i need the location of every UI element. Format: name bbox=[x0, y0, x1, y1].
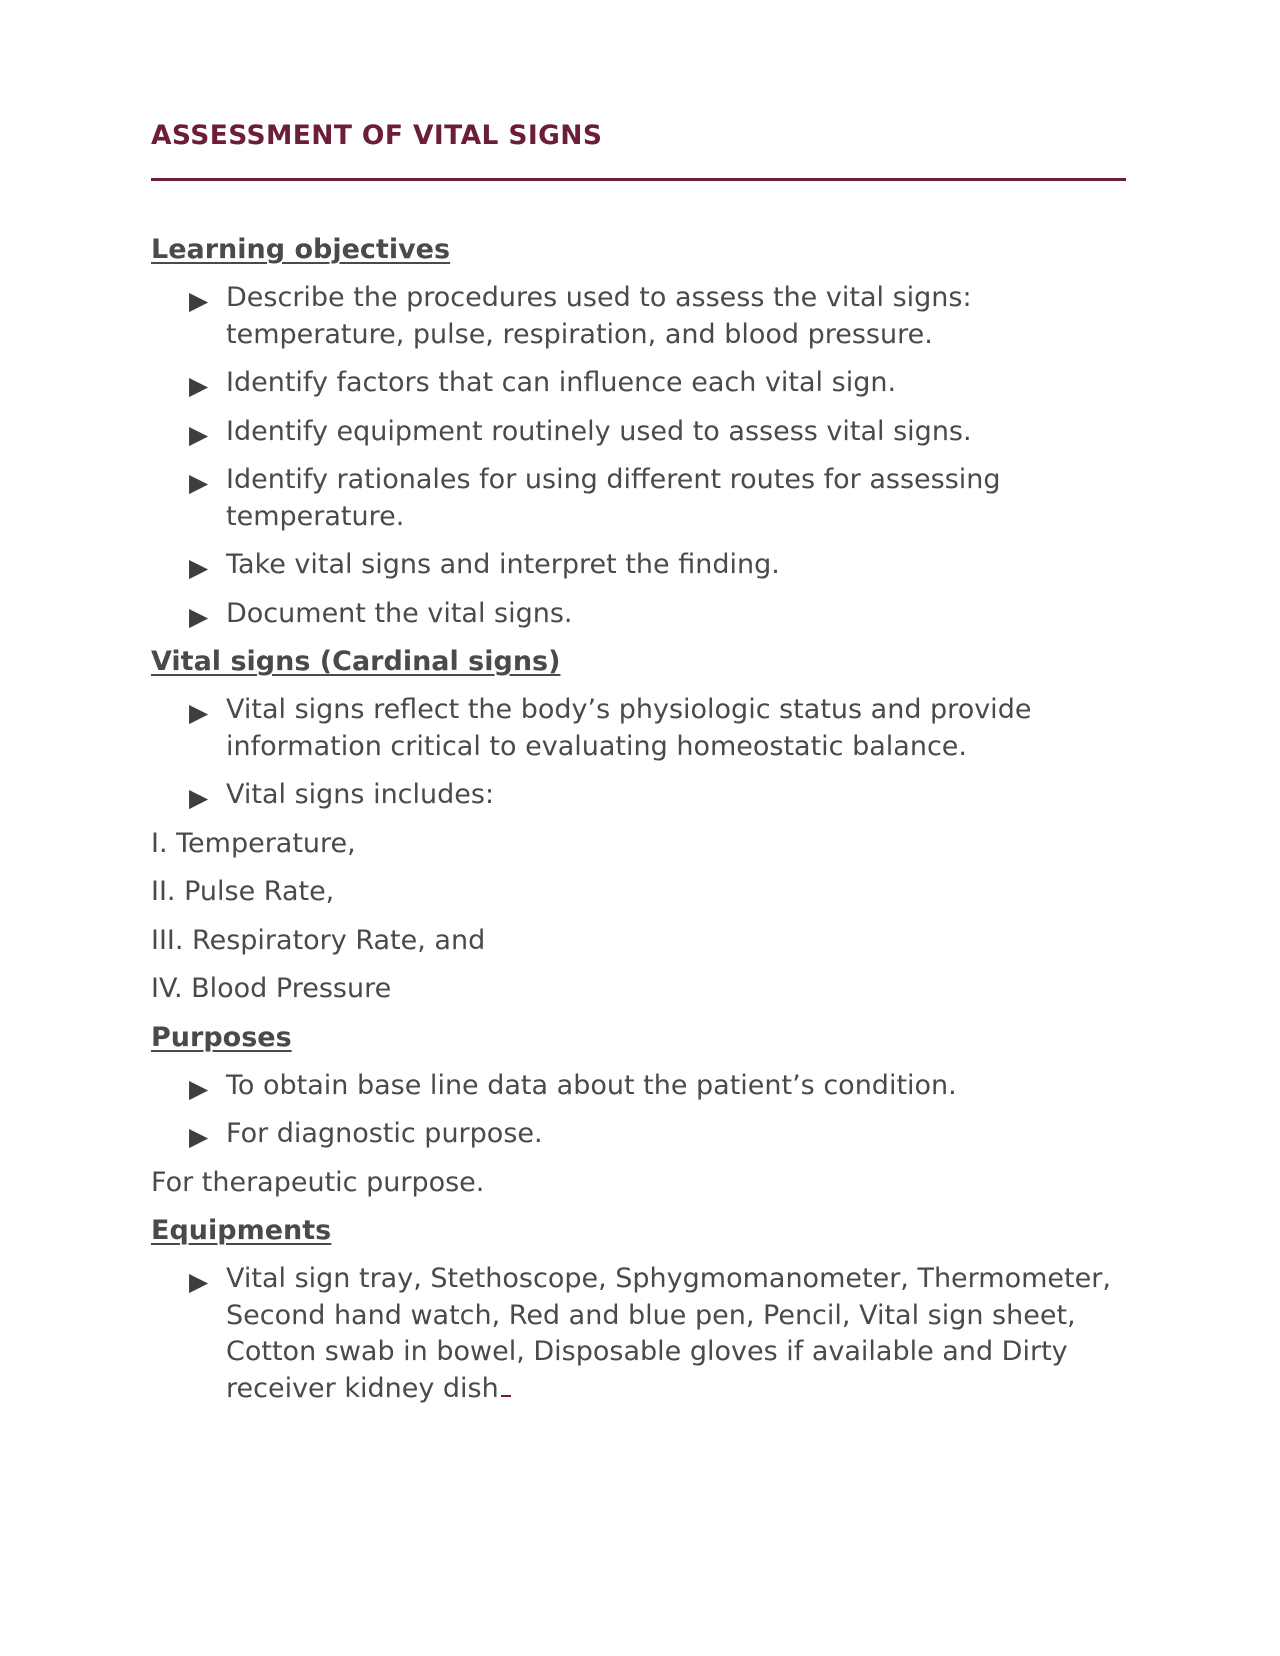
title-divider bbox=[151, 178, 1126, 181]
triangle-bullet-icon: ▶ bbox=[189, 1267, 209, 1296]
triangle-bullet-icon: ▶ bbox=[189, 1073, 209, 1103]
list-item-text: Identify rationales for using different routes for assessing temperature. bbox=[226, 464, 1001, 532]
list-item bbox=[189, 280, 1130, 353]
vital-signs-heading: Vital signs (Cardinal signs) bbox=[151, 646, 561, 677]
vital-sign-respiratory: III. Respiratory Rate, and bbox=[151, 924, 486, 956]
equipments-heading: Equipments bbox=[151, 1215, 332, 1246]
triangle-bullet-icon: ▶ bbox=[189, 419, 209, 449]
triangle-bullet-icon: ▶ bbox=[189, 1122, 209, 1151]
list-item-text: Identify factors that can influence each vital sign. bbox=[226, 367, 897, 398]
vital-sign-pulse: II. Pulse Rate, bbox=[151, 876, 335, 907]
therapeutic-purpose-line: For therapeutic purpose. bbox=[151, 1166, 485, 1198]
equipments-list bbox=[151, 1261, 1130, 1407]
list-item-text: Vital signs includes: bbox=[226, 779, 495, 810]
list-item bbox=[189, 365, 1130, 402]
list-item-text: Take vital signs and interpret the finding. bbox=[226, 549, 780, 580]
list-item bbox=[189, 547, 1130, 584]
triangle-bullet-icon: ▶ bbox=[189, 286, 209, 315]
purposes-heading: Purposes bbox=[151, 1021, 292, 1053]
list-item-text: For diagnostic purpose. bbox=[226, 1118, 543, 1149]
list-item bbox=[189, 692, 1130, 765]
document-title: ASSESSMENT OF VITAL SIGNS bbox=[151, 120, 603, 151]
list-item-text: Document the vital signs. bbox=[226, 597, 573, 629]
vital-sign-blood-pressure: IV. Blood Pressure bbox=[151, 973, 392, 1004]
triangle-bullet-icon: ▶ bbox=[189, 371, 209, 400]
list-item bbox=[189, 1116, 1130, 1153]
triangle-bullet-icon: ▶ bbox=[189, 698, 209, 727]
list-item bbox=[189, 1261, 1130, 1407]
list-item bbox=[189, 596, 1130, 633]
list-item bbox=[189, 462, 1130, 535]
vital-sign-temperature: I. Temperature, bbox=[151, 827, 356, 859]
list-item bbox=[189, 777, 1130, 814]
list-item bbox=[189, 1068, 1130, 1105]
list-item bbox=[189, 414, 1130, 451]
purposes-list bbox=[151, 1068, 1130, 1153]
learning-objectives-list bbox=[151, 280, 1130, 632]
vital-signs-list bbox=[151, 692, 1130, 814]
list-item-text: Identify equipment routinely used to assess vital signs. bbox=[226, 415, 972, 447]
learning-objectives-heading: Learning objectives bbox=[151, 234, 451, 265]
text-cursor bbox=[501, 1395, 511, 1397]
list-item-text: To obtain base line data about the patient’s condition. bbox=[226, 1069, 957, 1101]
list-item-text: Describe the procedures used to assess the vital signs: temperature, pulse, respiration, and blood pressure. bbox=[226, 282, 972, 350]
list-item-text: Vital sign tray, Stethoscope, Sphygmomanometer, Thermometer, Second hand watch, Red and blue pen, Pencil, Vital sign sheet, Cotton swab in bowel, Disposable gloves if available and Dirty receiver kidney dish bbox=[226, 1263, 1111, 1404]
triangle-bullet-icon: ▶ bbox=[189, 783, 209, 812]
triangle-bullet-icon: ▶ bbox=[189, 553, 209, 582]
triangle-bullet-icon: ▶ bbox=[189, 601, 209, 631]
list-item-text: Vital signs reflect the body’s physiologic status and provide information critical to evaluating homeostatic balance. bbox=[226, 694, 1032, 762]
triangle-bullet-icon: ▶ bbox=[189, 468, 209, 497]
